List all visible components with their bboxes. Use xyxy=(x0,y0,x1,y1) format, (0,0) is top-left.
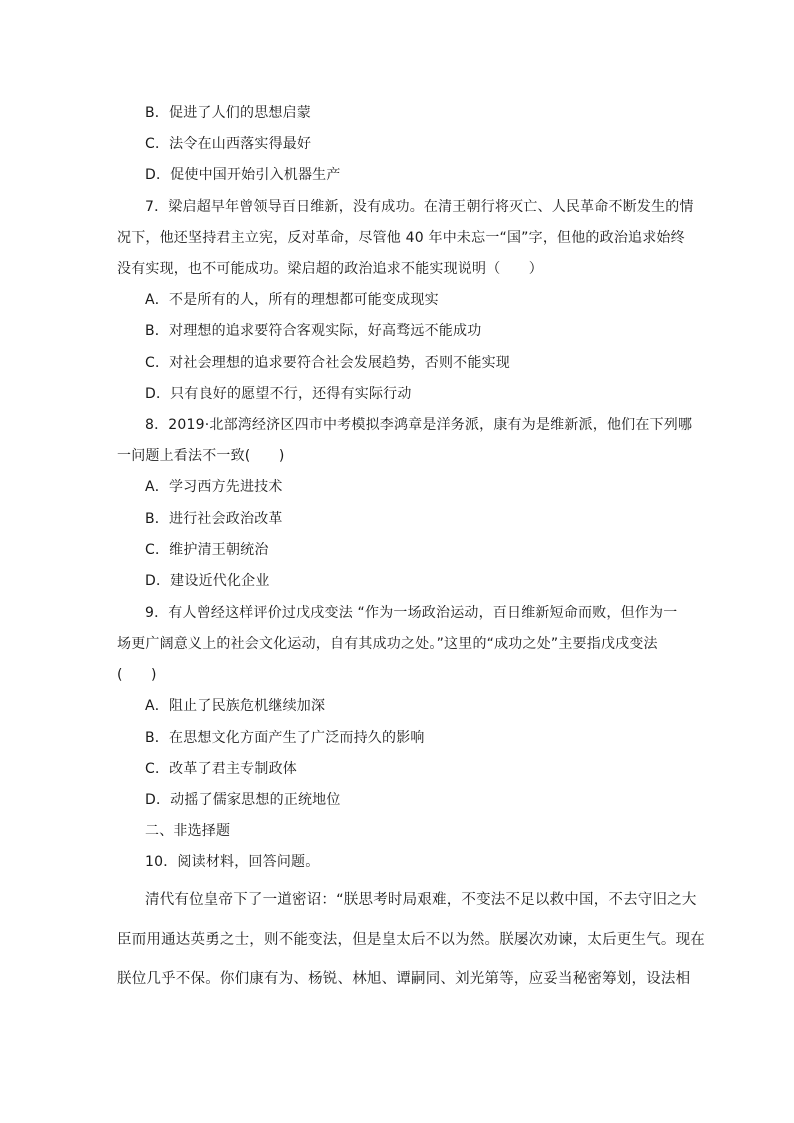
q10-prompt: 10．阅读材料，回答问题。 xyxy=(145,854,320,870)
q7-stem-line-3: 没有实现，也不可能成功。梁启超的政治追求不能实现说明（ ） xyxy=(117,261,543,277)
q8-stem-line-1: 8．2019·北部湾经济区四市中考模拟李鸿章是洋务派，康有为是维新派，他们在下列哪 xyxy=(145,417,693,433)
q8-option-c: C．维护清王朝统治 xyxy=(145,542,269,558)
q7-stem-line-1: 7．梁启超早年曾领导百日维新，没有成功。在清王朝行将灭亡、人民革命不断发生的情 xyxy=(145,199,694,215)
q7-option-d: D．只有良好的愿望不行，还得有实际行动 xyxy=(145,386,412,402)
q8-stem-line-2: 一问题上看法不一致( ) xyxy=(117,448,285,464)
q8-option-b: B．进行社会政治改革 xyxy=(145,511,283,527)
q6-option-c: C．法令在山西落实得最好 xyxy=(145,136,312,152)
q9-stem-line-2: 场更广阔意义上的社会文化运动，自有其成功之处。”这里的“成功之处”主要指戊戌变法 xyxy=(117,636,658,652)
section-heading: 二、非选择题 xyxy=(145,823,231,839)
q6-option-d: D．促使中国开始引入机器生产 xyxy=(145,167,341,183)
q7-option-a: A．不是所有的人，所有的理想都可能变成现实 xyxy=(145,292,439,308)
q10-material-line-1: 清代有位皇帝下了一道密诏：“朕思考时局艰难，不变法不足以救中国，不去守旧之大 xyxy=(145,892,697,908)
q9-stem-line-3: ( ) xyxy=(117,667,157,683)
q7-stem-line-2: 况下，他还坚持君主立宪，反对革命，尽管他 40 年中未忘一“国”字，但他的政治追求始终 xyxy=(117,230,685,246)
q9-option-d: D．动摇了儒家思想的正统地位 xyxy=(145,792,341,808)
q7-option-b: B．对理想的追求要符合客观实际，好高骛远不能成功 xyxy=(145,323,482,339)
q10-material-line-2: 臣而用通达英勇之士，则不能变法，但是皇太后不以为然。朕屡次劝谏，太后更生气。现在 xyxy=(117,932,705,948)
q6-option-b: B．促进了人们的思想启蒙 xyxy=(145,105,312,121)
q9-stem-line-1: 9．有人曾经这样评价过戊戌变法 “作为一场政治运动，百日维新短命而败，但作为一 xyxy=(145,605,678,621)
q9-option-a: A．阻止了民族危机继续加深 xyxy=(145,698,326,714)
q9-option-c: C．改革了君主专制政体 xyxy=(145,761,297,777)
q8-option-d: D．建设近代化企业 xyxy=(145,573,270,589)
q10-material-line-3: 朕位几乎不保。你们康有为、杨锐、林旭、谭嗣同、刘光第等，应妥当秘密筹划，设法相 xyxy=(117,971,691,987)
q9-option-b: B．在思想文化方面产生了广泛而持久的影响 xyxy=(145,730,425,746)
q7-option-c: C．对社会理想的追求要符合社会发展趋势，否则不能实现 xyxy=(145,355,510,371)
q8-option-a: A．学习西方先进技术 xyxy=(145,479,283,495)
